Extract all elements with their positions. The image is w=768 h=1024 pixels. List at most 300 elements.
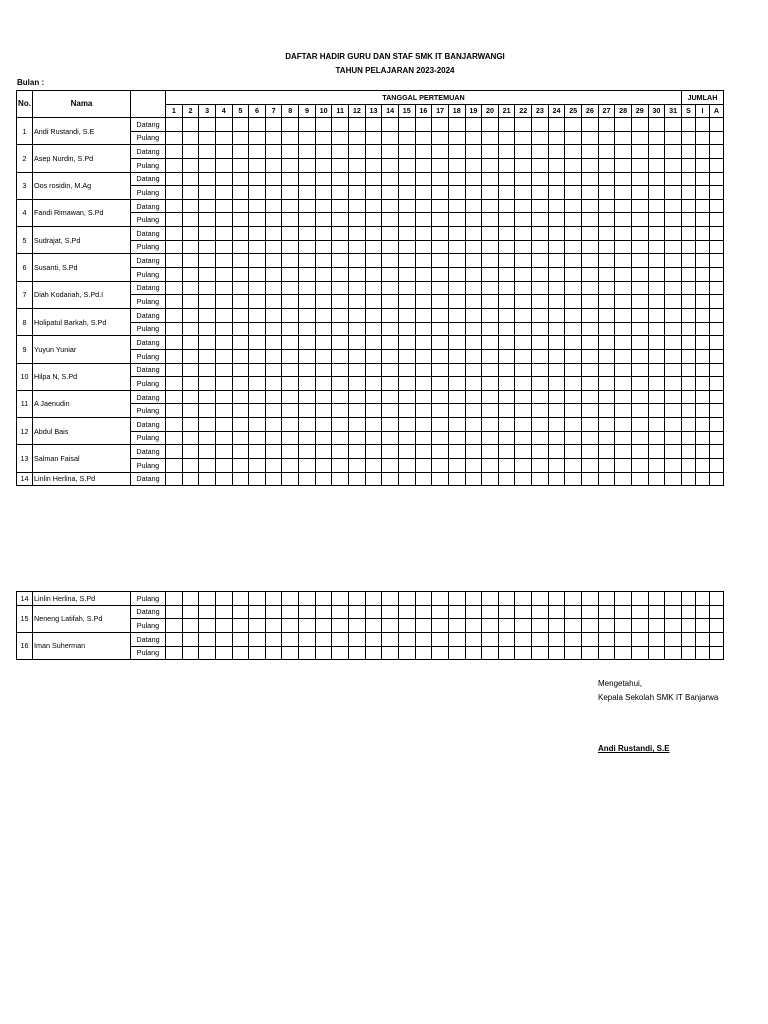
attendance-cell — [265, 158, 282, 172]
attendance-cell — [665, 363, 682, 377]
attendance-cell — [548, 268, 565, 282]
attendance-cell — [249, 390, 266, 404]
attendance-cell — [615, 431, 632, 445]
attendance-cell — [282, 472, 299, 486]
attendance-cell — [365, 145, 382, 159]
attendance-cell — [315, 131, 332, 145]
attendance-cell — [315, 632, 332, 646]
attendance-cell — [532, 172, 549, 186]
attendance-cell — [548, 131, 565, 145]
attendance-cell — [532, 145, 549, 159]
attendance-cell — [548, 281, 565, 295]
attendance-cell — [631, 445, 648, 459]
attendance-cell — [166, 295, 183, 309]
attendance-cell — [709, 592, 723, 606]
attendance-cell — [182, 336, 199, 350]
attendance-cell — [648, 227, 665, 241]
attendance-cell — [482, 431, 499, 445]
attendance-cell — [349, 186, 366, 200]
pulang-label: Pulang — [131, 186, 166, 200]
attendance-cell — [349, 445, 366, 459]
row-name: A Jaenudin — [33, 390, 131, 417]
attendance-cell — [448, 592, 465, 606]
attendance-cell — [299, 145, 316, 159]
attendance-cell — [215, 240, 232, 254]
attendance-cell — [695, 281, 709, 295]
pulang-label: Pulang — [131, 349, 166, 363]
attendance-cell — [465, 240, 482, 254]
attendance-cell — [432, 281, 449, 295]
attendance-cell — [249, 418, 266, 432]
pulang-label: Pulang — [131, 431, 166, 445]
attendance-cell — [299, 605, 316, 619]
attendance-cell — [598, 390, 615, 404]
attendance-cell — [448, 646, 465, 660]
attendance-cell — [615, 472, 632, 486]
attendance-cell — [415, 404, 432, 418]
attendance-cell — [548, 472, 565, 486]
attendance-cell — [199, 390, 216, 404]
attendance-cell — [548, 459, 565, 473]
attendance-cell — [199, 632, 216, 646]
table-row — [17, 172, 724, 186]
attendance-cell — [565, 281, 582, 295]
attendance-cell — [465, 404, 482, 418]
attendance-cell — [515, 336, 532, 350]
attendance-cell — [398, 592, 415, 606]
attendance-cell — [532, 377, 549, 391]
attendance-cell — [648, 308, 665, 322]
attendance-cell — [265, 186, 282, 200]
attendance-cell — [199, 186, 216, 200]
attendance-cell — [615, 377, 632, 391]
attendance-cell — [365, 172, 382, 186]
datang-label: Datang — [131, 308, 166, 322]
attendance-cell — [515, 632, 532, 646]
attendance-cell — [665, 227, 682, 241]
attendance-cell — [415, 472, 432, 486]
attendance-table-top — [16, 90, 724, 486]
attendance-cell — [465, 472, 482, 486]
attendance-cell — [532, 158, 549, 172]
attendance-cell — [166, 336, 183, 350]
attendance-cell — [681, 158, 695, 172]
attendance-cell — [398, 336, 415, 350]
attendance-cell — [415, 295, 432, 309]
day-header: 1 — [166, 105, 183, 118]
attendance-cell — [532, 619, 549, 633]
datang-label: Datang — [131, 472, 166, 486]
attendance-cell — [648, 199, 665, 213]
attendance-cell — [398, 418, 415, 432]
attendance-cell — [432, 646, 449, 660]
attendance-cell — [448, 158, 465, 172]
attendance-cell — [709, 459, 723, 473]
attendance-cell — [249, 404, 266, 418]
attendance-cell — [166, 158, 183, 172]
attendance-cell — [582, 445, 599, 459]
attendance-cell — [398, 377, 415, 391]
attendance-cell — [582, 322, 599, 336]
attendance-cell — [498, 227, 515, 241]
attendance-cell — [249, 308, 266, 322]
attendance-cell — [695, 240, 709, 254]
attendance-cell — [582, 431, 599, 445]
row-name: Yuyun Yuniar — [33, 336, 131, 363]
day-header: 25 — [565, 105, 582, 118]
row-number: 16 — [17, 632, 33, 659]
attendance-cell — [282, 459, 299, 473]
attendance-cell — [548, 605, 565, 619]
attendance-cell — [365, 118, 382, 132]
attendance-cell — [709, 632, 723, 646]
attendance-cell — [681, 322, 695, 336]
attendance-cell — [709, 646, 723, 660]
attendance-cell — [299, 158, 316, 172]
attendance-cell — [182, 632, 199, 646]
attendance-cell — [482, 336, 499, 350]
attendance-cell — [199, 158, 216, 172]
attendance-cell — [415, 619, 432, 633]
attendance-cell — [265, 131, 282, 145]
attendance-cell — [215, 646, 232, 660]
attendance-cell — [681, 213, 695, 227]
attendance-cell — [315, 308, 332, 322]
attendance-cell — [182, 390, 199, 404]
attendance-cell — [665, 295, 682, 309]
attendance-cell — [482, 186, 499, 200]
attendance-cell — [631, 254, 648, 268]
attendance-cell — [432, 295, 449, 309]
attendance-cell — [282, 227, 299, 241]
attendance-cell — [332, 322, 349, 336]
table-row — [17, 605, 724, 619]
attendance-cell — [166, 213, 183, 227]
attendance-cell — [465, 227, 482, 241]
attendance-cell — [582, 632, 599, 646]
attendance-cell — [398, 619, 415, 633]
attendance-cell — [615, 632, 632, 646]
attendance-cell — [498, 240, 515, 254]
attendance-cell — [432, 186, 449, 200]
attendance-cell — [695, 172, 709, 186]
attendance-cell — [598, 472, 615, 486]
attendance-cell — [448, 619, 465, 633]
attendance-cell — [315, 240, 332, 254]
attendance-cell — [681, 404, 695, 418]
attendance-cell — [249, 445, 266, 459]
day-header: 7 — [265, 105, 282, 118]
attendance-cell — [465, 322, 482, 336]
attendance-cell — [482, 418, 499, 432]
attendance-cell — [398, 213, 415, 227]
attendance-cell — [199, 254, 216, 268]
attendance-cell — [232, 336, 249, 350]
attendance-cell — [695, 592, 709, 606]
attendance-cell — [631, 472, 648, 486]
attendance-cell — [448, 199, 465, 213]
attendance-cell — [215, 213, 232, 227]
attendance-cell — [681, 619, 695, 633]
attendance-cell — [432, 592, 449, 606]
attendance-cell — [282, 431, 299, 445]
day-header: 9 — [299, 105, 316, 118]
attendance-cell — [299, 404, 316, 418]
day-header: 3 — [199, 105, 216, 118]
attendance-cell — [215, 445, 232, 459]
attendance-cell — [215, 254, 232, 268]
attendance-cell — [448, 404, 465, 418]
attendance-cell — [598, 592, 615, 606]
attendance-cell — [232, 322, 249, 336]
attendance-cell — [315, 445, 332, 459]
attendance-cell — [315, 459, 332, 473]
attendance-cell — [166, 418, 183, 432]
attendance-cell — [515, 199, 532, 213]
attendance-cell — [631, 431, 648, 445]
attendance-cell — [598, 240, 615, 254]
pulang-label: Pulang — [131, 268, 166, 282]
attendance-cell — [582, 240, 599, 254]
attendance-cell — [515, 619, 532, 633]
attendance-cell — [532, 118, 549, 132]
attendance-cell — [432, 605, 449, 619]
attendance-cell — [182, 322, 199, 336]
attendance-cell — [382, 418, 399, 432]
attendance-cell — [249, 268, 266, 282]
attendance-cell — [648, 459, 665, 473]
attendance-cell — [532, 592, 549, 606]
attendance-cell — [365, 459, 382, 473]
attendance-cell — [365, 186, 382, 200]
attendance-cell — [498, 172, 515, 186]
attendance-cell — [315, 605, 332, 619]
attendance-cell — [265, 390, 282, 404]
attendance-cell — [565, 404, 582, 418]
attendance-cell — [565, 377, 582, 391]
attendance-cell — [365, 199, 382, 213]
jabatan-text: Kepala Sekolah SMK IT Banjarwa — [598, 692, 719, 702]
attendance-cell — [482, 646, 499, 660]
attendance-cell — [432, 418, 449, 432]
pulang-label: Pulang — [131, 592, 166, 606]
attendance-cell — [465, 377, 482, 391]
attendance-cell — [565, 145, 582, 159]
attendance-cell — [515, 227, 532, 241]
pulang-label: Pulang — [131, 377, 166, 391]
attendance-cell — [665, 404, 682, 418]
attendance-cell — [709, 472, 723, 486]
attendance-cell — [166, 322, 183, 336]
attendance-cell — [265, 227, 282, 241]
attendance-cell — [415, 363, 432, 377]
attendance-cell — [299, 418, 316, 432]
attendance-cell — [199, 646, 216, 660]
datang-label: Datang — [131, 418, 166, 432]
attendance-cell — [548, 445, 565, 459]
attendance-cell — [582, 605, 599, 619]
attendance-cell — [182, 404, 199, 418]
attendance-cell — [215, 295, 232, 309]
attendance-cell — [382, 145, 399, 159]
attendance-cell — [532, 418, 549, 432]
attendance-cell — [215, 431, 232, 445]
attendance-cell — [349, 322, 366, 336]
attendance-cell — [398, 145, 415, 159]
attendance-cell — [448, 240, 465, 254]
attendance-cell — [432, 308, 449, 322]
attendance-cell — [548, 199, 565, 213]
attendance-cell — [515, 308, 532, 322]
attendance-cell — [365, 619, 382, 633]
attendance-cell — [631, 186, 648, 200]
attendance-cell — [631, 227, 648, 241]
header-blank — [131, 91, 166, 118]
row-number: 9 — [17, 336, 33, 363]
attendance-cell — [349, 213, 366, 227]
day-header: 30 — [648, 105, 665, 118]
attendance-cell — [648, 186, 665, 200]
attendance-cell — [631, 145, 648, 159]
datang-label: Datang — [131, 390, 166, 404]
attendance-cell — [482, 308, 499, 322]
attendance-cell — [382, 605, 399, 619]
row-number: 4 — [17, 199, 33, 226]
attendance-cell — [482, 240, 499, 254]
attendance-cell — [166, 308, 183, 322]
row-number: 2 — [17, 145, 33, 172]
attendance-cell — [249, 227, 266, 241]
attendance-cell — [182, 472, 199, 486]
attendance-cell — [648, 254, 665, 268]
attendance-cell — [695, 131, 709, 145]
attendance-cell — [631, 404, 648, 418]
attendance-cell — [631, 459, 648, 473]
attendance-cell — [709, 431, 723, 445]
attendance-cell — [681, 390, 695, 404]
attendance-cell — [498, 131, 515, 145]
attendance-cell — [299, 592, 316, 606]
attendance-cell — [465, 336, 482, 350]
attendance-cell — [299, 118, 316, 132]
attendance-cell — [265, 646, 282, 660]
attendance-cell — [695, 363, 709, 377]
attendance-cell — [199, 336, 216, 350]
attendance-cell — [695, 646, 709, 660]
attendance-cell — [681, 268, 695, 282]
attendance-cell — [398, 227, 415, 241]
attendance-cell — [482, 227, 499, 241]
attendance-cell — [665, 646, 682, 660]
attendance-cell — [265, 377, 282, 391]
row-name: Iman Suherman — [33, 632, 131, 659]
attendance-cell — [498, 322, 515, 336]
attendance-cell — [199, 118, 216, 132]
attendance-cell — [232, 592, 249, 606]
attendance-cell — [648, 336, 665, 350]
row-number: 11 — [17, 390, 33, 417]
attendance-cell — [648, 646, 665, 660]
attendance-cell — [582, 131, 599, 145]
attendance-cell — [709, 295, 723, 309]
attendance-cell — [415, 268, 432, 282]
attendance-cell — [631, 172, 648, 186]
attendance-cell — [232, 605, 249, 619]
attendance-cell — [681, 254, 695, 268]
attendance-cell — [382, 459, 399, 473]
attendance-cell — [615, 619, 632, 633]
table-row — [17, 632, 724, 646]
attendance-cell — [166, 445, 183, 459]
attendance-cell — [582, 158, 599, 172]
attendance-cell — [615, 605, 632, 619]
attendance-cell — [415, 281, 432, 295]
attendance-cell — [465, 295, 482, 309]
attendance-cell — [448, 213, 465, 227]
attendance-cell — [315, 592, 332, 606]
attendance-cell — [498, 592, 515, 606]
attendance-cell — [432, 472, 449, 486]
attendance-cell — [249, 240, 266, 254]
row-name: Linlin Herlina, S.Pd — [33, 472, 131, 486]
attendance-cell — [598, 619, 615, 633]
attendance-cell — [398, 605, 415, 619]
attendance-cell — [482, 390, 499, 404]
day-header: 5 — [232, 105, 249, 118]
row-number: 5 — [17, 227, 33, 254]
attendance-cell — [332, 632, 349, 646]
attendance-cell — [349, 363, 366, 377]
attendance-cell — [432, 431, 449, 445]
attendance-cell — [432, 445, 449, 459]
attendance-cell — [299, 349, 316, 363]
attendance-cell — [548, 227, 565, 241]
attendance-cell — [709, 131, 723, 145]
attendance-cell — [166, 131, 183, 145]
attendance-cell — [265, 118, 282, 132]
row-name: Oos rosidin, M.Ag — [33, 172, 131, 199]
attendance-cell — [598, 349, 615, 363]
attendance-cell — [532, 646, 549, 660]
attendance-cell — [598, 404, 615, 418]
attendance-table-bottom — [16, 591, 724, 660]
attendance-cell — [249, 472, 266, 486]
page-title: DAFTAR HADIR GURU DAN STAF SMK IT BANJARWANGI — [285, 52, 505, 61]
attendance-cell — [265, 322, 282, 336]
attendance-cell — [582, 390, 599, 404]
attendance-cell — [695, 336, 709, 350]
attendance-cell — [365, 336, 382, 350]
row-name: Salman Faisal — [33, 445, 131, 472]
attendance-cell — [681, 431, 695, 445]
attendance-cell — [482, 213, 499, 227]
attendance-cell — [695, 254, 709, 268]
attendance-cell — [282, 390, 299, 404]
attendance-cell — [648, 431, 665, 445]
attendance-cell — [182, 459, 199, 473]
attendance-cell — [232, 445, 249, 459]
attendance-cell — [282, 349, 299, 363]
attendance-cell — [282, 322, 299, 336]
attendance-cell — [365, 268, 382, 282]
attendance-cell — [349, 646, 366, 660]
day-header: 19 — [465, 105, 482, 118]
attendance-cell — [548, 322, 565, 336]
attendance-cell — [166, 268, 183, 282]
attendance-cell — [515, 363, 532, 377]
attendance-cell — [465, 632, 482, 646]
attendance-cell — [432, 172, 449, 186]
